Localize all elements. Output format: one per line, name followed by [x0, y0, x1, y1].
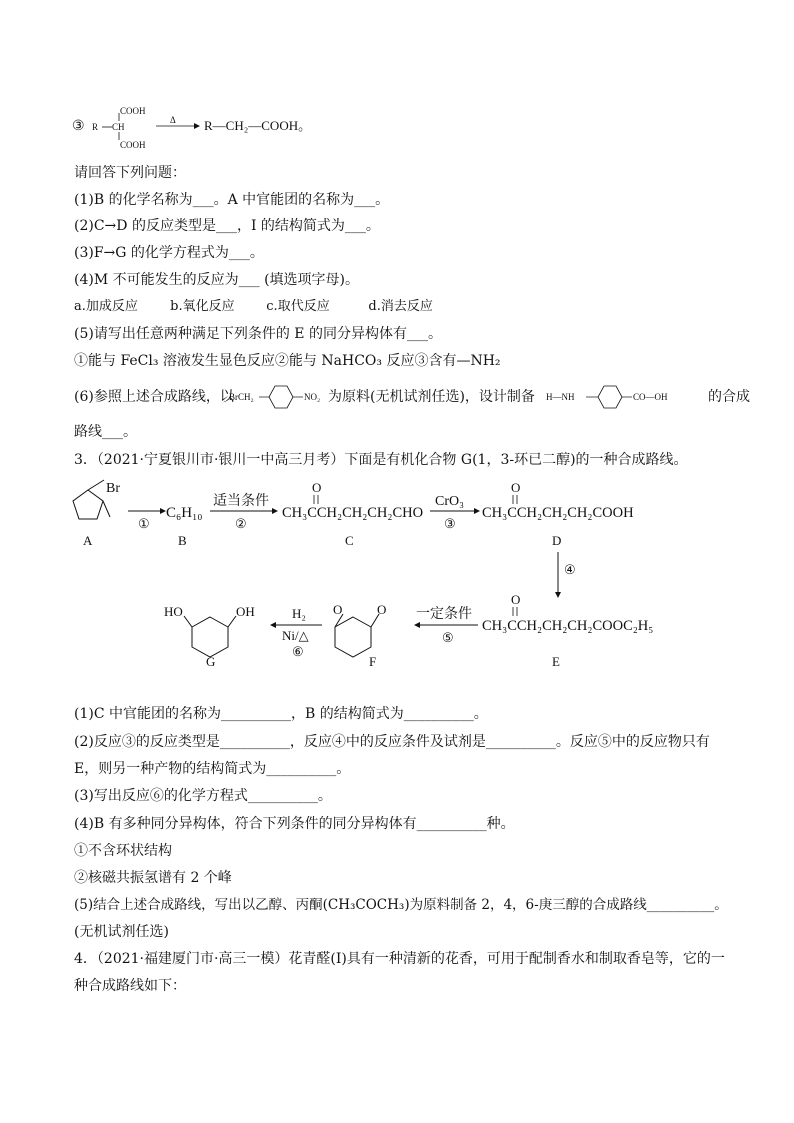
compound-f-label: F: [369, 654, 377, 669]
problem4-header-2: 种合成路线如下：: [74, 978, 186, 994]
q6-text-c: 的合成: [708, 389, 750, 405]
compound-g-oh-bond-1: [184, 616, 192, 627]
q6-target-right: CO—OH: [633, 392, 668, 402]
rule3-scheme: [70, 100, 330, 152]
compound-a-br-bond: [88, 480, 104, 490]
problem4-header-1: 4．（2021·福建厦门市·高三一模）花青醛(I)具有一种清新的花香，可用于配制香水和制取香皂等，它的一: [74, 951, 725, 967]
option-c: c.取代反应: [266, 299, 330, 314]
prev-q3: (3)F→G 的化学方程式为___。: [74, 245, 264, 261]
q6-start-structure: [229, 381, 337, 411]
prev-q4: (4)M 不可能发生的反应为___ (填选项字母)。: [74, 272, 359, 288]
step3-label: ③: [444, 516, 456, 531]
problem3-q4-condition-1: ①不含环状结构: [74, 843, 172, 859]
problem3-q4: (4)B 有多种同分异构体，符合下列条件的同分异构体有__________种。: [74, 816, 515, 832]
prev-q2: (2)C→D 的反应类型是___，I 的结构简式为___。: [74, 218, 380, 234]
problem3-q5-b: (无机试剂任选): [74, 924, 169, 940]
problem3-scheme: [60, 474, 750, 674]
rule3-product: R—CH₂—COOH。: [204, 118, 312, 133]
compound-g-oh1: HO: [164, 604, 183, 619]
q6-start-ring: [269, 386, 293, 408]
q6-text-a: (6)参照上述合成路线，以: [74, 389, 234, 405]
prev-q4-options: [74, 297, 433, 317]
q6-start-right: NO₂: [304, 392, 321, 402]
compound-e-label: E: [552, 654, 560, 669]
step2-condition: 适当条件: [213, 494, 269, 509]
arrowhead-5: [414, 622, 420, 628]
step5-label: ⑤: [442, 630, 454, 645]
rule3-heat: Δ: [170, 115, 176, 125]
q6-target-left: H—NH: [546, 392, 575, 402]
compound-a-ring: [73, 490, 103, 519]
problem3-q5: (5)结合上述合成路线，写出以乙醇、丙酮(CH₃COCH₃)为原料制备 2，4，6-庚三醇的合成路线__________。: [74, 897, 728, 913]
arrowhead-2: [272, 508, 278, 514]
step2-label: ②: [235, 516, 247, 531]
compound-e-o: O: [511, 592, 521, 607]
compound-g-ring: [192, 617, 228, 657]
problem3-q1: (1)C 中官能团的名称为__________，B 的结构简式为__________。: [74, 706, 488, 722]
step6-label: ⑥: [292, 644, 304, 659]
arrowhead-3: [474, 508, 480, 514]
step4-label: ④: [564, 562, 576, 577]
compound-b-label: B: [178, 533, 187, 548]
prompt-line: 请回答下列问题：: [74, 165, 186, 181]
problem3-q4-condition-2: ②核磁共振氢谱有 2 个峰: [74, 870, 232, 886]
compound-c-formula: CH₃CCH₂CH₂CH₂CHO: [282, 505, 424, 521]
compound-c-label: C: [345, 533, 354, 548]
step3-condition: CrO₃: [435, 494, 464, 509]
q6-start-left: BrCH₂: [229, 392, 254, 402]
compound-d-label: D: [552, 533, 562, 548]
compound-f-ring: [335, 617, 371, 657]
problem3-q2-b: E，则另一种产物的结构简式为__________。: [74, 761, 351, 777]
arrowhead-4: [555, 592, 561, 598]
arrowhead-6: [270, 622, 276, 628]
prev-q5: (5)请写出任意两种满足下列条件的 E 的同分异构体有___。: [74, 326, 442, 342]
problem3-header: 3．（2021·宁夏银川市·银川一中高三月考）下面是有机化合物 G(1，3-环已二醇)的一种合成路线。: [74, 452, 688, 468]
compound-f-o1: O: [333, 602, 343, 617]
compound-d-o: O: [511, 480, 521, 495]
step1-label: ①: [138, 516, 150, 531]
compound-d-formula: CH₃CCH₂CH₂CH₂COOH: [482, 505, 634, 521]
compound-a-methyl: [103, 501, 110, 517]
compound-b-formula: C₆H₁₀: [166, 505, 203, 521]
rule3-marker: ③: [72, 119, 85, 134]
compound-g-oh2: OH: [236, 604, 255, 619]
compound-g-oh-bond-2: [228, 616, 236, 627]
rule3-cooh-bottom: COOH: [120, 140, 146, 150]
compound-g-label: G: [206, 654, 216, 669]
step6-condition-2: Ni/△: [282, 628, 309, 643]
prev-q1: (1)B 的化学名称为___。A 中官能团的名称为___。: [74, 192, 390, 208]
compound-e-formula: CH₃CCH₂CH₂CH₂COOC₂H₅: [482, 618, 654, 634]
compound-a-label: A: [83, 533, 93, 548]
problem3-q3: (3)写出反应⑥的化学方程式__________。: [74, 788, 332, 804]
prev-q5-conditions: ①能与 FeCl₃ 溶液发生显色反应②能与 NaHCO₃ 反应③含有—NH₂: [74, 353, 501, 369]
q6-target-structure: [546, 381, 696, 411]
rule3-ch: CH: [112, 122, 125, 132]
compound-a-br: Br: [106, 481, 120, 496]
problem3-q2-a: (2)反应③的反应类型是__________，反应④中的反应条件及试剂是__________。反应⑤中的反应物只有: [74, 734, 710, 750]
option-d: d.消去反应: [368, 299, 433, 314]
option-b: b.氧化反应: [170, 299, 235, 314]
step6-condition-1: H₂: [292, 606, 306, 621]
step5-condition: 一定条件: [416, 607, 472, 622]
q6-target-ring: [598, 386, 622, 408]
compound-c-o: O: [312, 480, 322, 495]
rule3-arrowhead: [194, 123, 200, 129]
rule3-r: R: [92, 122, 99, 132]
prev-q6-continued: 路线___。: [74, 424, 137, 440]
compound-f-o2: O: [377, 602, 387, 617]
option-a: a.加成反应: [74, 299, 138, 314]
q6-text-b: 为原料(无机试剂任选)，设计制备: [328, 389, 535, 405]
rule3-cooh-top: COOH: [120, 106, 146, 116]
